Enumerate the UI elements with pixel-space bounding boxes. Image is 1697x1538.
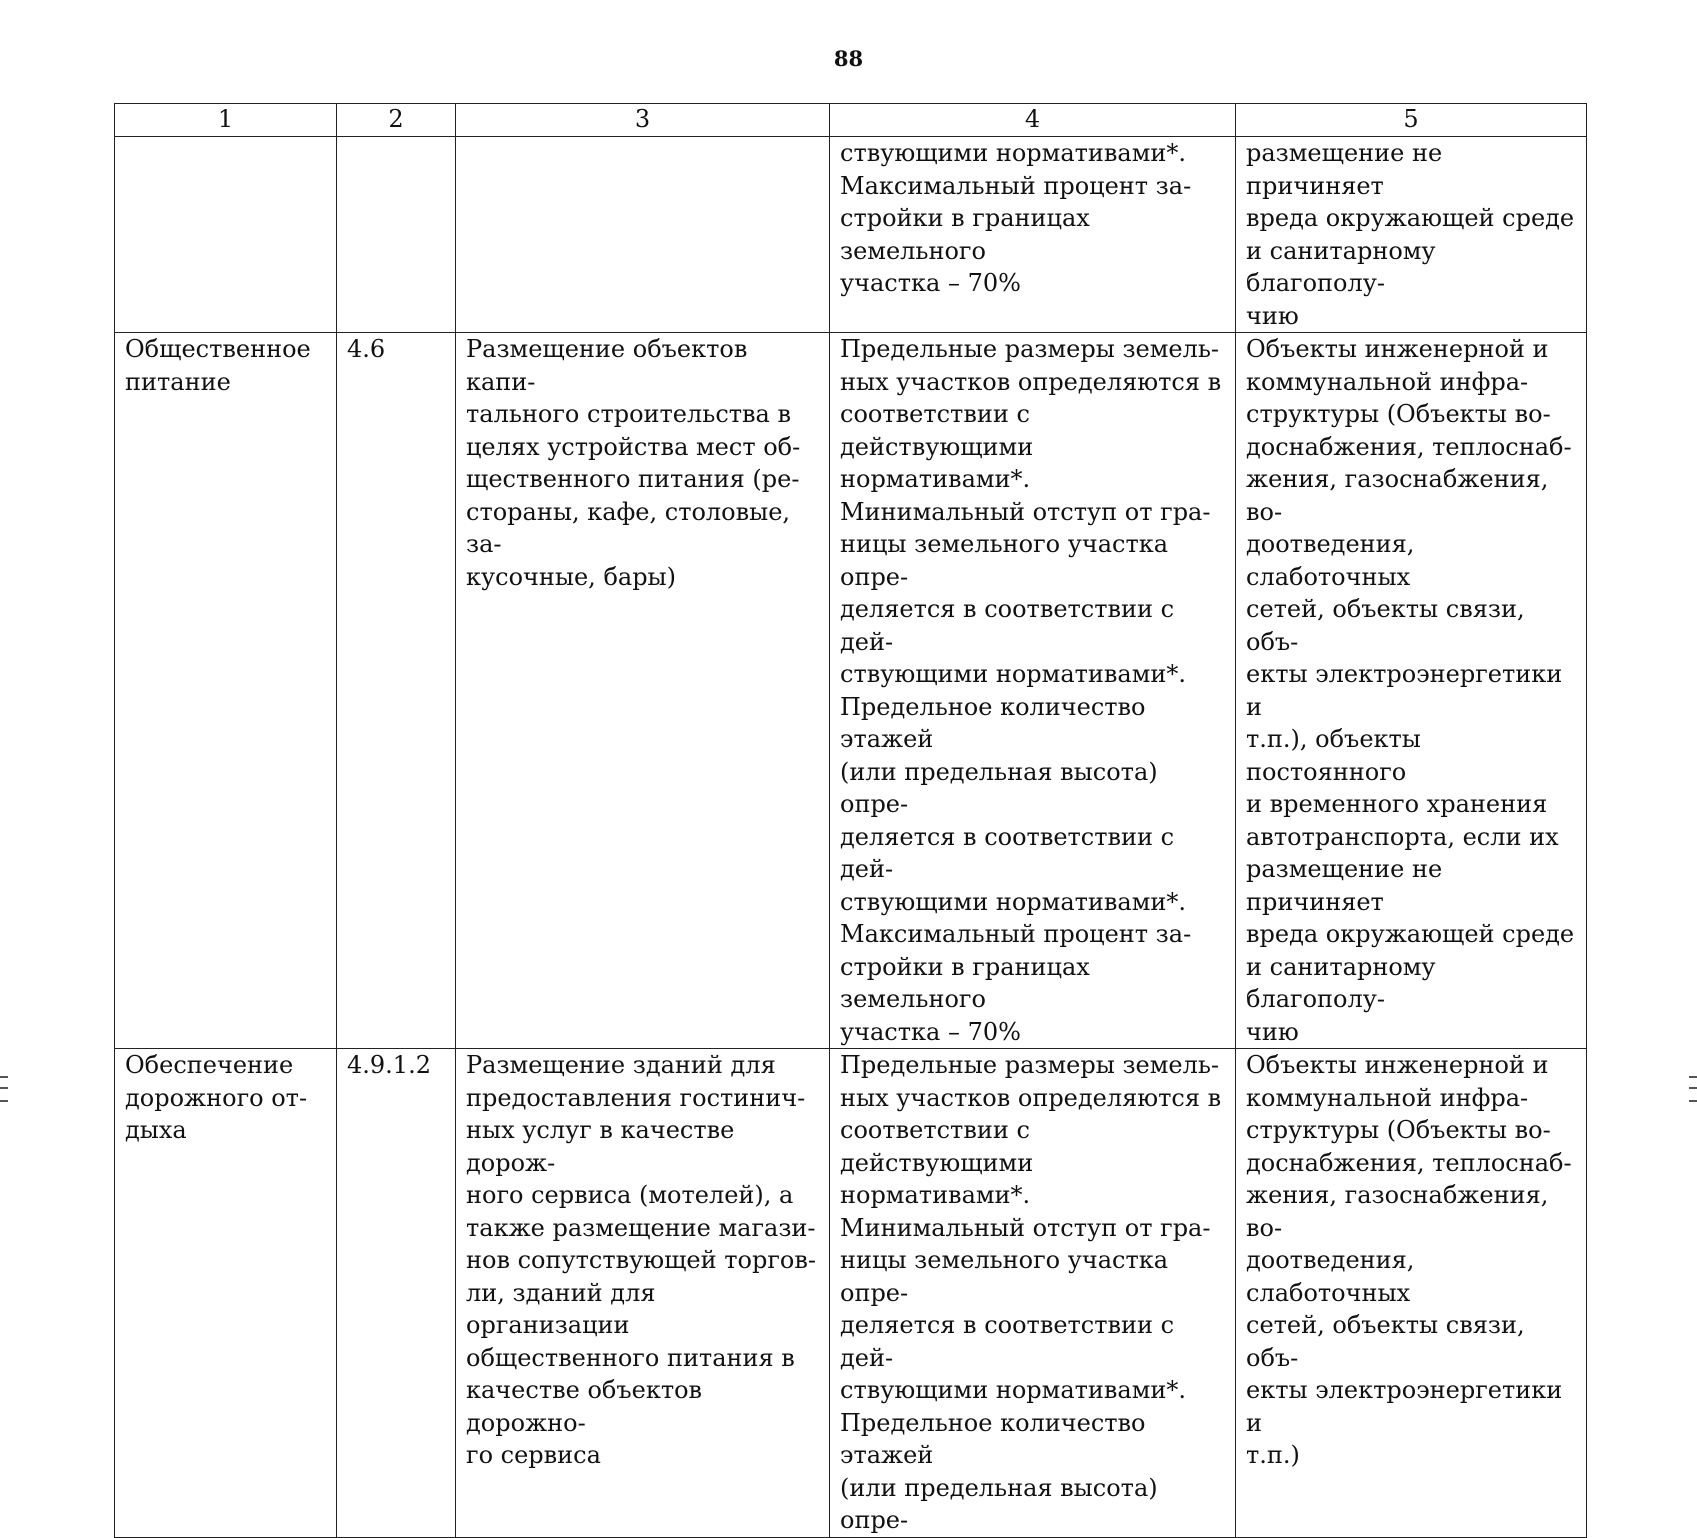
column-header-1: 1 [115, 104, 337, 137]
use-code-cell: 4.9.1.2 [337, 1049, 456, 1538]
left-margin-mark [0, 1076, 8, 1102]
column-header-2: 2 [337, 104, 456, 137]
parameters-cell: Предельные размеры земель- ных участков определяются в соответствии с действующими нормативами*. Минимальный отступ от гра- ницы земельного участка опре- деляется в соответствии с дей- ствующими нормативами*. Предельное количество этажей (или предельная высота) опре- [830, 1049, 1236, 1538]
table-row [115, 137, 1587, 333]
column-header-5: 5 [1236, 104, 1587, 137]
parameters-cell: Предельные размеры земель- ных участков определяются в соответствии с действующими нормативами*. Минимальный отступ от гра- ницы земельного участка опре- деляется в соответствии с дей- ствующими нормативами*. Предельное количество этажей (или предельная высота) опре- деляется в соответствии с дей- ствующими нормативами*. Максимальный процент за- стройки в границах земельного участка – 70% [830, 333, 1236, 1049]
auxiliary-uses-cell: Объекты инженерной и коммунальной инфра- структуры (Объекты во- доснабжения, теплоснаб- жения, газоснабжения, во- доотведения, слаботочных сетей, объекты связи, объ- екты электроэнергетики и т.п.), объекты постоянного и временного хранения автотранспорта, если их размещение не причиняет вреда окружающей среде и санитарному благополу- чию [1236, 333, 1587, 1049]
parameters-cell: ствующими нормативами*. Максимальный процент за- стройки в границах земельного участка – 70% [830, 137, 1236, 333]
right-margin-mark [1689, 1076, 1697, 1102]
page-number: 88 [833, 46, 864, 71]
use-description-cell: Размещение объектов капи- тального строительства в целях устройства мест об- щественного питания (ре- стораны, кафе, столовые, за- кусочные, бары) [456, 333, 830, 1049]
table-header-row [115, 104, 1587, 137]
use-description-cell: Размещение зданий для предоставления гостинич- ных услуг в качестве дорож- ного сервиса (мотелей), а также размещение магази- нов сопутствующей торгов- ли, зданий для организации общественного питания в качестве объектов дорожно- го сервиса [456, 1049, 830, 1538]
table-row [115, 1049, 1587, 1538]
regulations-table [114, 103, 1587, 1538]
use-name-cell: Обеспечение дорожного от- дыха [115, 1049, 337, 1538]
use-code-cell: 4.6 [337, 333, 456, 1049]
use-name-cell: Общественное питание [115, 333, 337, 1049]
auxiliary-uses-cell: Объекты инженерной и коммунальной инфра- структуры (Объекты во- доснабжения, теплоснаб- жения, газоснабжения, во- доотведения, слаботочных сетей, объекты связи, объ- екты электроэнергетики и т.п.) [1236, 1049, 1587, 1538]
table-row [115, 333, 1587, 1049]
auxiliary-uses-cell: размещение не причиняет вреда окружающей среде и санитарному благополу- чию [1236, 137, 1587, 333]
use-code-cell [337, 137, 456, 333]
column-header-3: 3 [456, 104, 830, 137]
use-description-cell [456, 137, 830, 333]
column-header-4: 4 [830, 104, 1236, 137]
use-name-cell [115, 137, 337, 333]
